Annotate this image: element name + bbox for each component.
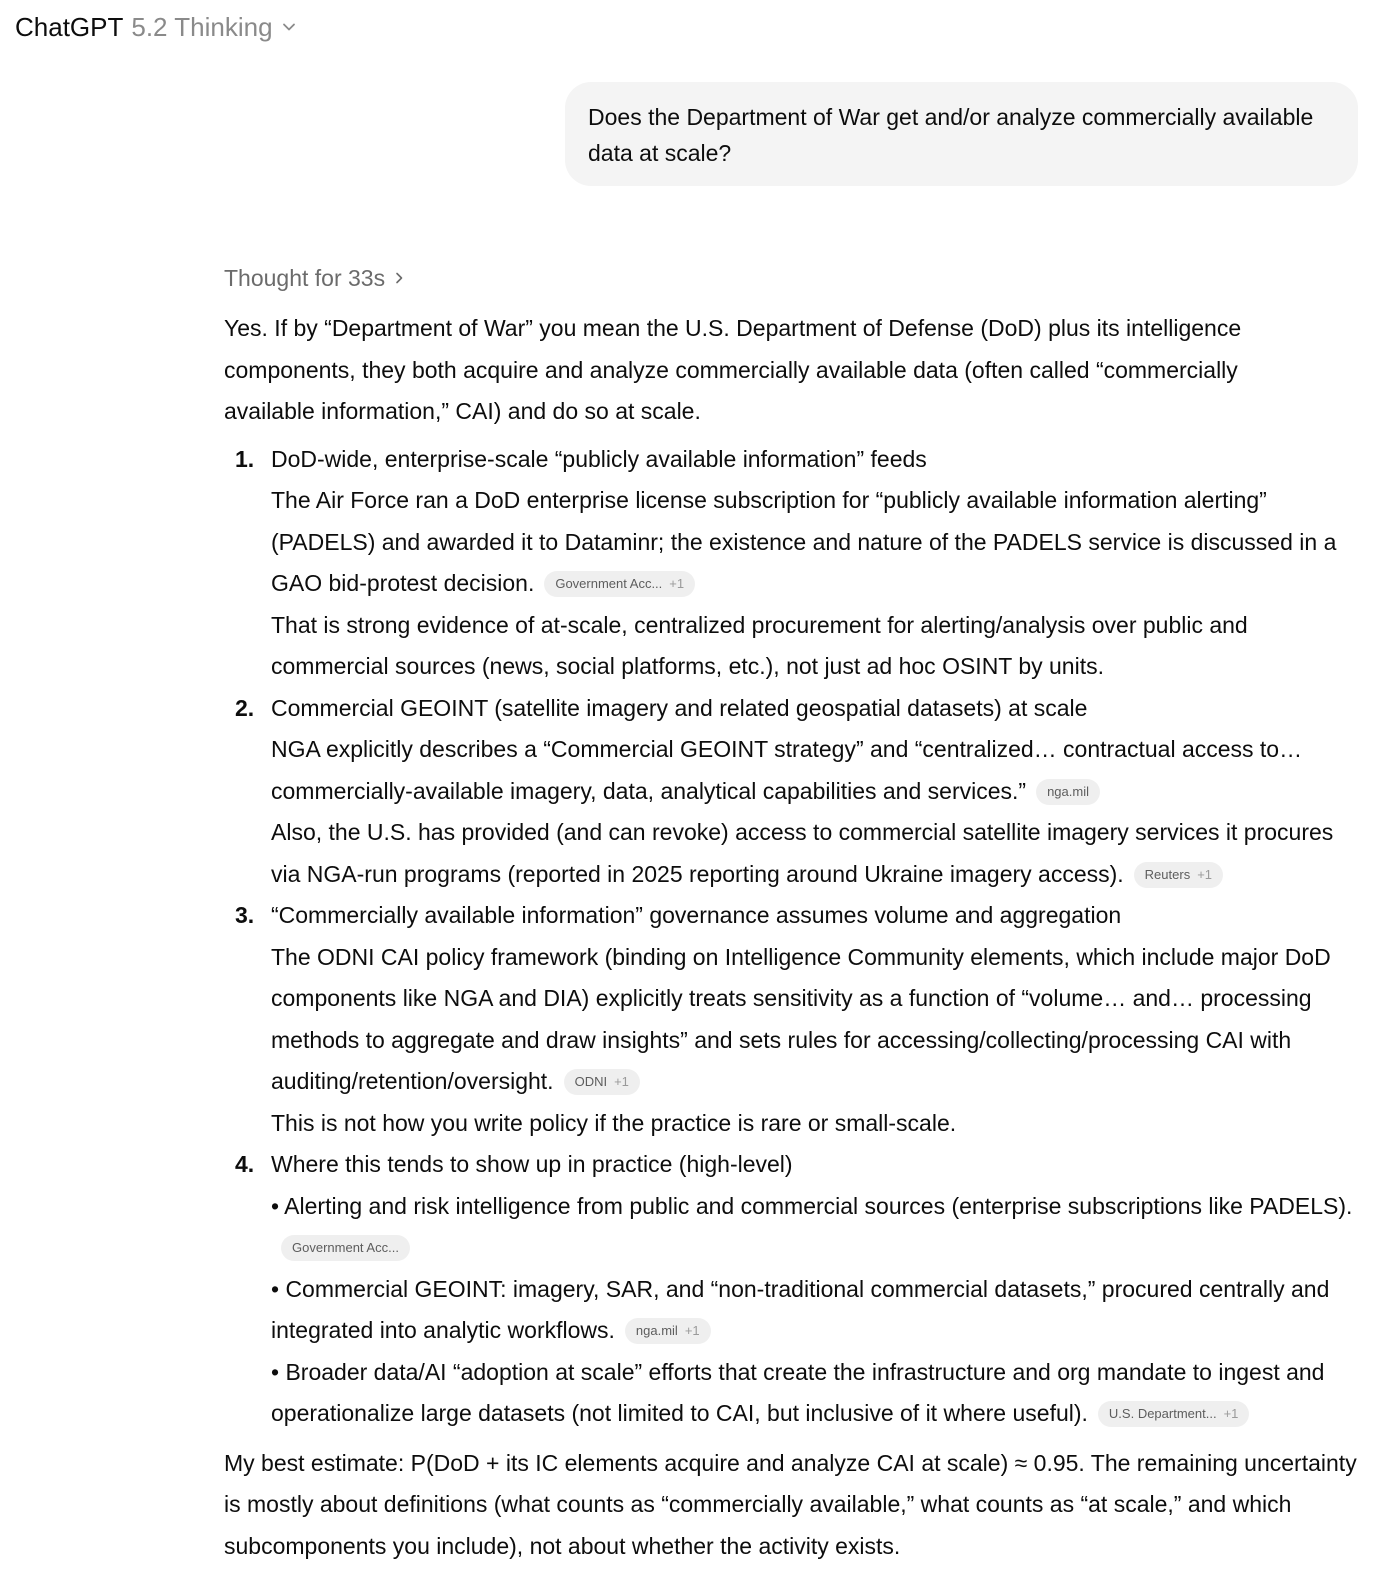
numbered-list [224, 439, 1364, 1435]
source-chip[interactable]: Reuters +1 [1134, 862, 1223, 888]
source-chip[interactable]: ODNI +1 [564, 1069, 640, 1095]
model-name: 5.2 Thinking [131, 11, 273, 42]
app-title: ChatGPT [15, 11, 124, 42]
bullet-line: • Alerting and risk intelligence from public and commercial sources (enterprise subscriptions like PADELS). Government Acc... [271, 1186, 1364, 1269]
list-number: 2. [235, 694, 255, 721]
item-title: “Commercially available information” governance assumes volume and aggregation [271, 902, 1122, 928]
source-chip[interactable]: U.S. Department... +1 [1098, 1401, 1249, 1427]
item-body: The ODNI CAI policy framework (binding on Intelligence Community elements, which include major DoD components like NGA and DIA) explicitly treats sensitivity as a function of “volume… and… processing methods to aggregate and draw insights” and sets rules for accessing/collecting/processing CAI with auditing/retention/oversight. ODNI +1 [271, 943, 1331, 1094]
list-number: 4. [235, 1151, 255, 1177]
list-item [224, 688, 1364, 896]
item-body: Also, the U.S. has provided (and can revoke) access to commercial satellite imagery services it procures via NGA-run programs (reported in 2025 reporting around Ukraine imagery access). Reuters +1 [271, 819, 1334, 887]
chevron-down-icon [281, 19, 297, 35]
list-number: 1. [235, 445, 255, 472]
thought-toggle[interactable] [224, 258, 405, 298]
item-body: NGA explicitly describes a “Commercial GEOINT strategy” and “centralized… contractual access to… commercially-available imagery, data, analytical capabilities and services.” nga.mil [271, 736, 1303, 804]
source-chip[interactable]: Government Acc... [281, 1235, 410, 1261]
item-title: Where this tends to show up in practice (high-level) [271, 1151, 793, 1177]
list-item [224, 1144, 1364, 1435]
bullet-line: • Commercial GEOINT: imagery, SAR, and “non-traditional commercial datasets,” procured centrally and integrated into analytic workflows. nga.mil +1 [271, 1275, 1330, 1343]
closing-paragraph: My best estimate: P(DoD + its IC elements acquire and analyze CAI at scale) ≈ 0.95. The remaining uncertainty is mostly about definitions (what counts as “commercially available,” what counts as “at scale,” and which subcomponents you include), not about whether the activity exists. [224, 1449, 1357, 1559]
chevron-right-icon [393, 271, 405, 285]
item-title: Commercial GEOINT (satellite imagery and related geospatial datasets) at scale [271, 694, 1088, 721]
source-chip[interactable]: Government Acc... +1 [544, 571, 695, 597]
model-selector[interactable] [15, 8, 297, 46]
thought-label: Thought for 33s [224, 264, 386, 291]
list-number: 3. [235, 902, 255, 928]
bullet-line: • Broader data/AI “adoption at scale” efforts that create the infrastructure and org mandate to ingest and operationalize large datasets (not limited to CAI, but inclusive of it where useful). U.S. Department... +1 [271, 1358, 1325, 1426]
list-item [224, 439, 1364, 688]
assistant-message [224, 258, 1364, 1567]
item-title: DoD-wide, enterprise-scale “publicly available information” feeds [271, 445, 927, 472]
user-message-text: Does the Department of War get and/or analyze commercially available data at scale? [588, 104, 1314, 166]
source-chip[interactable]: nga.mil [1036, 779, 1100, 805]
item-body: The Air Force ran a DoD enterprise license subscription for “publicly available information alerting” (PADELS) and awarded it to Dataminr; the existence and nature of the PADELS service is discussed in a GAO bid-protest decision. Government Acc... +1 [271, 487, 1337, 596]
item-body: That is strong evidence of at-scale, centralized procurement for alerting/analysis over public and commercial sources (news, social platforms, etc.), not just ad hoc OSINT by units. [271, 611, 1248, 679]
source-chip[interactable]: nga.mil +1 [625, 1318, 711, 1344]
item-body: This is not how you write policy if the practice is rare or small-scale. [271, 1109, 957, 1136]
list-item [224, 895, 1364, 1144]
user-message [565, 82, 1358, 186]
intro-paragraph: Yes. If by “Department of War” you mean the U.S. Department of Defense (DoD) plus its intelligence components, they both acquire and analyze commercially available data (often called “commercially available information,” CAI) and do so at scale. [224, 315, 1242, 424]
